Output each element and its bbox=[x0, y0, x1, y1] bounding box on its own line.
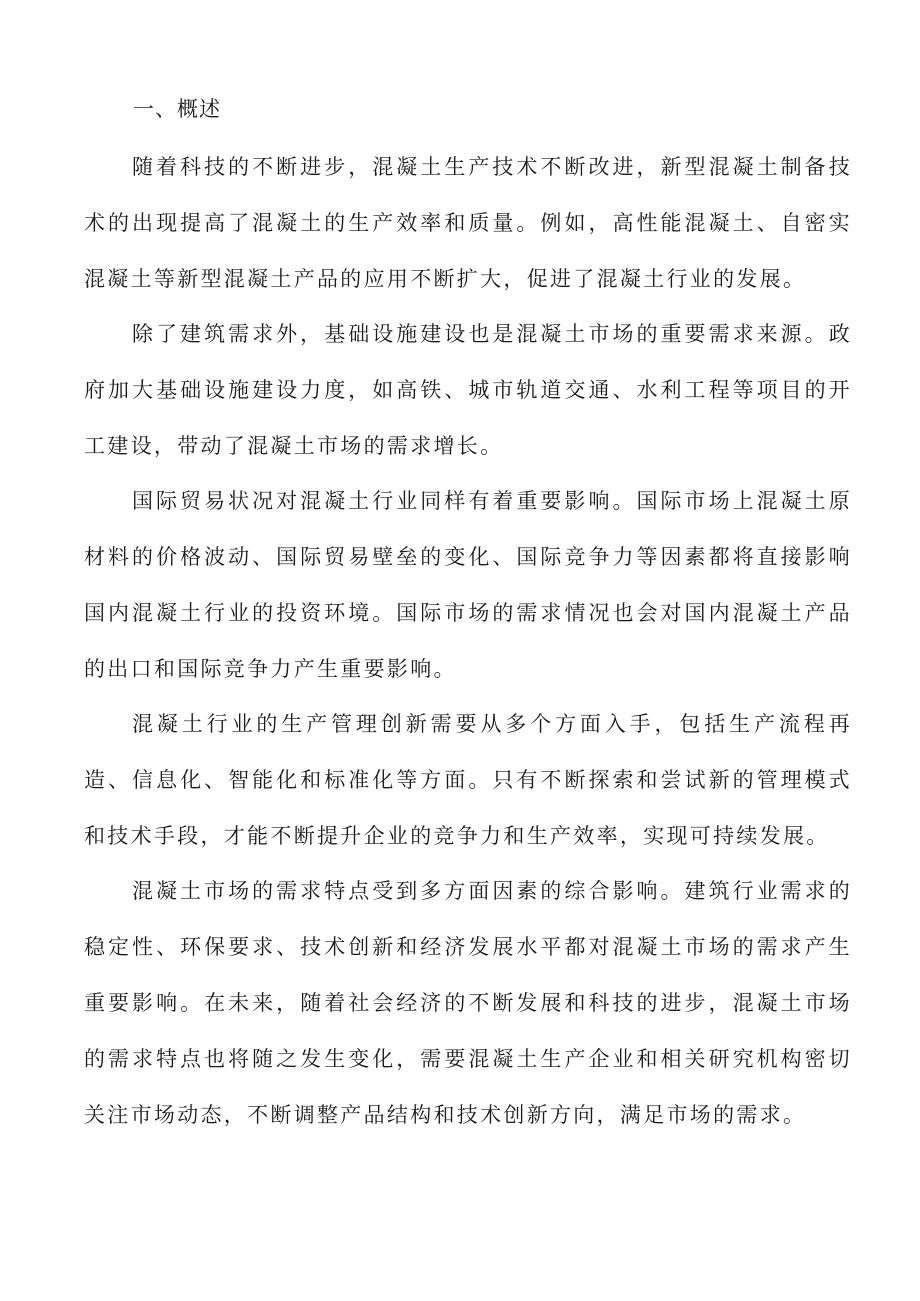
paragraph-tech-progress: 随着科技的不断进步，混凝土生产技术不断改进，新型混凝土制备技术的出现提高了混凝土的生产效率和质量。例如，高性能混凝土、自密实混凝土等新型混凝土产品的应用不断扩大，促进了混凝土行业的发展。 bbox=[84, 155, 852, 291]
paragraph-international-trade: 国际贸易状况对混凝土行业同样有着重要影响。国际市场上混凝土原材料的价格波动、国际贸易壁垒的变化、国际竞争力等因素都将直接影响国内混凝土行业的投资环境。国际市场的需求情况也会对国内混凝土产品的出口和国际竞争力产生重要影响。 bbox=[84, 489, 852, 681]
paragraph-market-demand: 混凝土市场的需求特点受到多方面因素的综合影响。建筑行业需求的稳定性、环保要求、技术创新和经济发展水平都对混凝土市场的需求产生重要影响。在未来，随着社会经济的不断发展和科技的进步，混凝土市场的需求特点也将随之发生变化，需要混凝土生产企业和相关研究机构密切关注市场动态，不断调整产品结构和技术创新方向，满足市场的需求。 bbox=[84, 879, 852, 1127]
paragraph-management-innovation: 混凝土行业的生产管理创新需要从多个方面入手，包括生产流程再造、信息化、智能化和标准化等方面。只有不断探索和尝试新的管理模式和技术手段，才能不断提升企业的竞争力和生产效率，实现可持续发展。 bbox=[84, 712, 852, 848]
section-heading: 一、概述 bbox=[133, 97, 221, 121]
paragraph-infrastructure: 除了建筑需求外，基础设施建设也是混凝土市场的重要需求来源。政府加大基础设施建设力度，如高铁、城市轨道交通、水利工程等项目的开工建设，带动了混凝土市场的需求增长。 bbox=[84, 322, 852, 458]
